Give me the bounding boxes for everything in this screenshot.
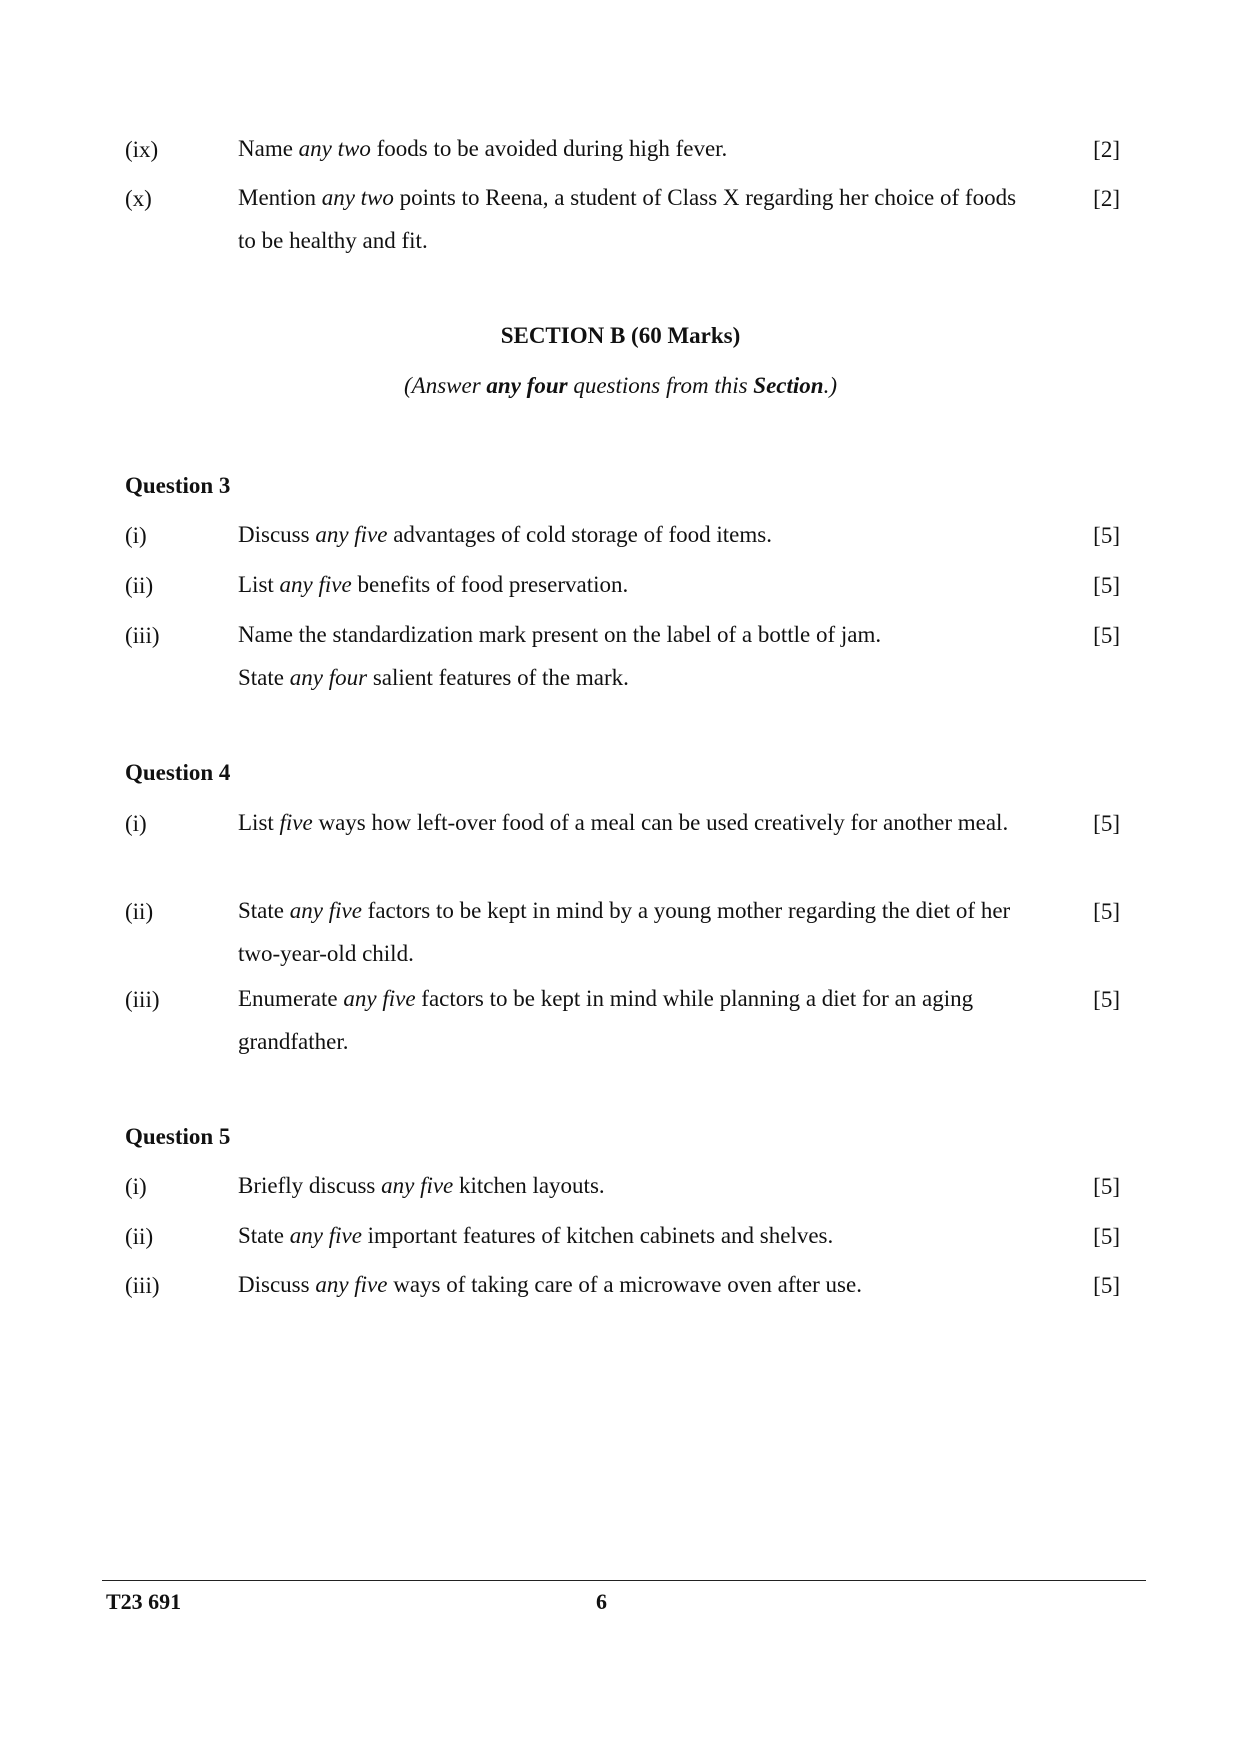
page-number: 6 [596,1589,607,1614]
item-marks: [5] [1093,1224,1120,1249]
item-number: (i) [125,811,147,836]
section-title: SECTION B (60 Marks) [500,323,741,348]
item-marks: [5] [1093,987,1120,1012]
item-text: Discuss any five advantages of cold storage of food items. [238,522,772,547]
item-text: List five ways how left-over food of a meal can be used creatively for another meal. [238,810,1009,835]
item-number: (ii) [125,1224,154,1249]
item-marks: [5] [1093,573,1120,598]
footer-divider [102,1580,1146,1581]
item-text: State any five factors to be kept in mind by a young mother regarding the diet of her two-year-old child. [238,898,1011,966]
item-marks: [5] [1093,623,1120,648]
item-number: (ix) [125,137,159,162]
item-number: (iii) [125,987,160,1012]
item-marks: [5] [1093,523,1120,548]
item-number: (ii) [125,573,154,598]
item-number: (iii) [125,1273,160,1298]
item-marks: [2] [1093,137,1120,162]
question-title: Question 4 [125,760,231,785]
item-number: (ii) [125,899,154,924]
question-title: Question 5 [125,1124,231,1149]
item-text: Enumerate any five factors to be kept in mind while planning a diet for an aging grandfather. [238,986,974,1054]
item-text: State any five important features of kitchen cabinets and shelves. [238,1223,834,1248]
item-number: (i) [125,1174,147,1199]
paper-code: T23 691 [106,1589,182,1614]
item-number: (x) [125,186,152,211]
item-marks: [5] [1093,1273,1120,1298]
item-text: Mention any two points to Reena, a student of Class X regarding her choice of foods to be healthy and fit. [238,185,1017,253]
item-text: Name any two foods to be avoided during high fever. [238,136,728,161]
section-instruction: (Answer any four questions from this Section.) [404,373,837,398]
question-title: Question 3 [125,473,231,498]
item-text: List any five benefits of food preservation. [238,572,629,597]
item-marks: [5] [1093,1174,1120,1199]
item-marks: [5] [1093,811,1120,836]
item-number: (iii) [125,623,160,648]
item-text: Discuss any five ways of taking care of a microwave oven after use. [238,1272,862,1297]
item-marks: [2] [1093,186,1120,211]
item-text: Name the standardization mark present on the label of a bottle of jam. State any four salient features of the mark. [238,622,882,690]
item-marks: [5] [1093,899,1120,924]
item-number: (i) [125,523,147,548]
item-text: Briefly discuss any five kitchen layouts. [238,1173,605,1198]
